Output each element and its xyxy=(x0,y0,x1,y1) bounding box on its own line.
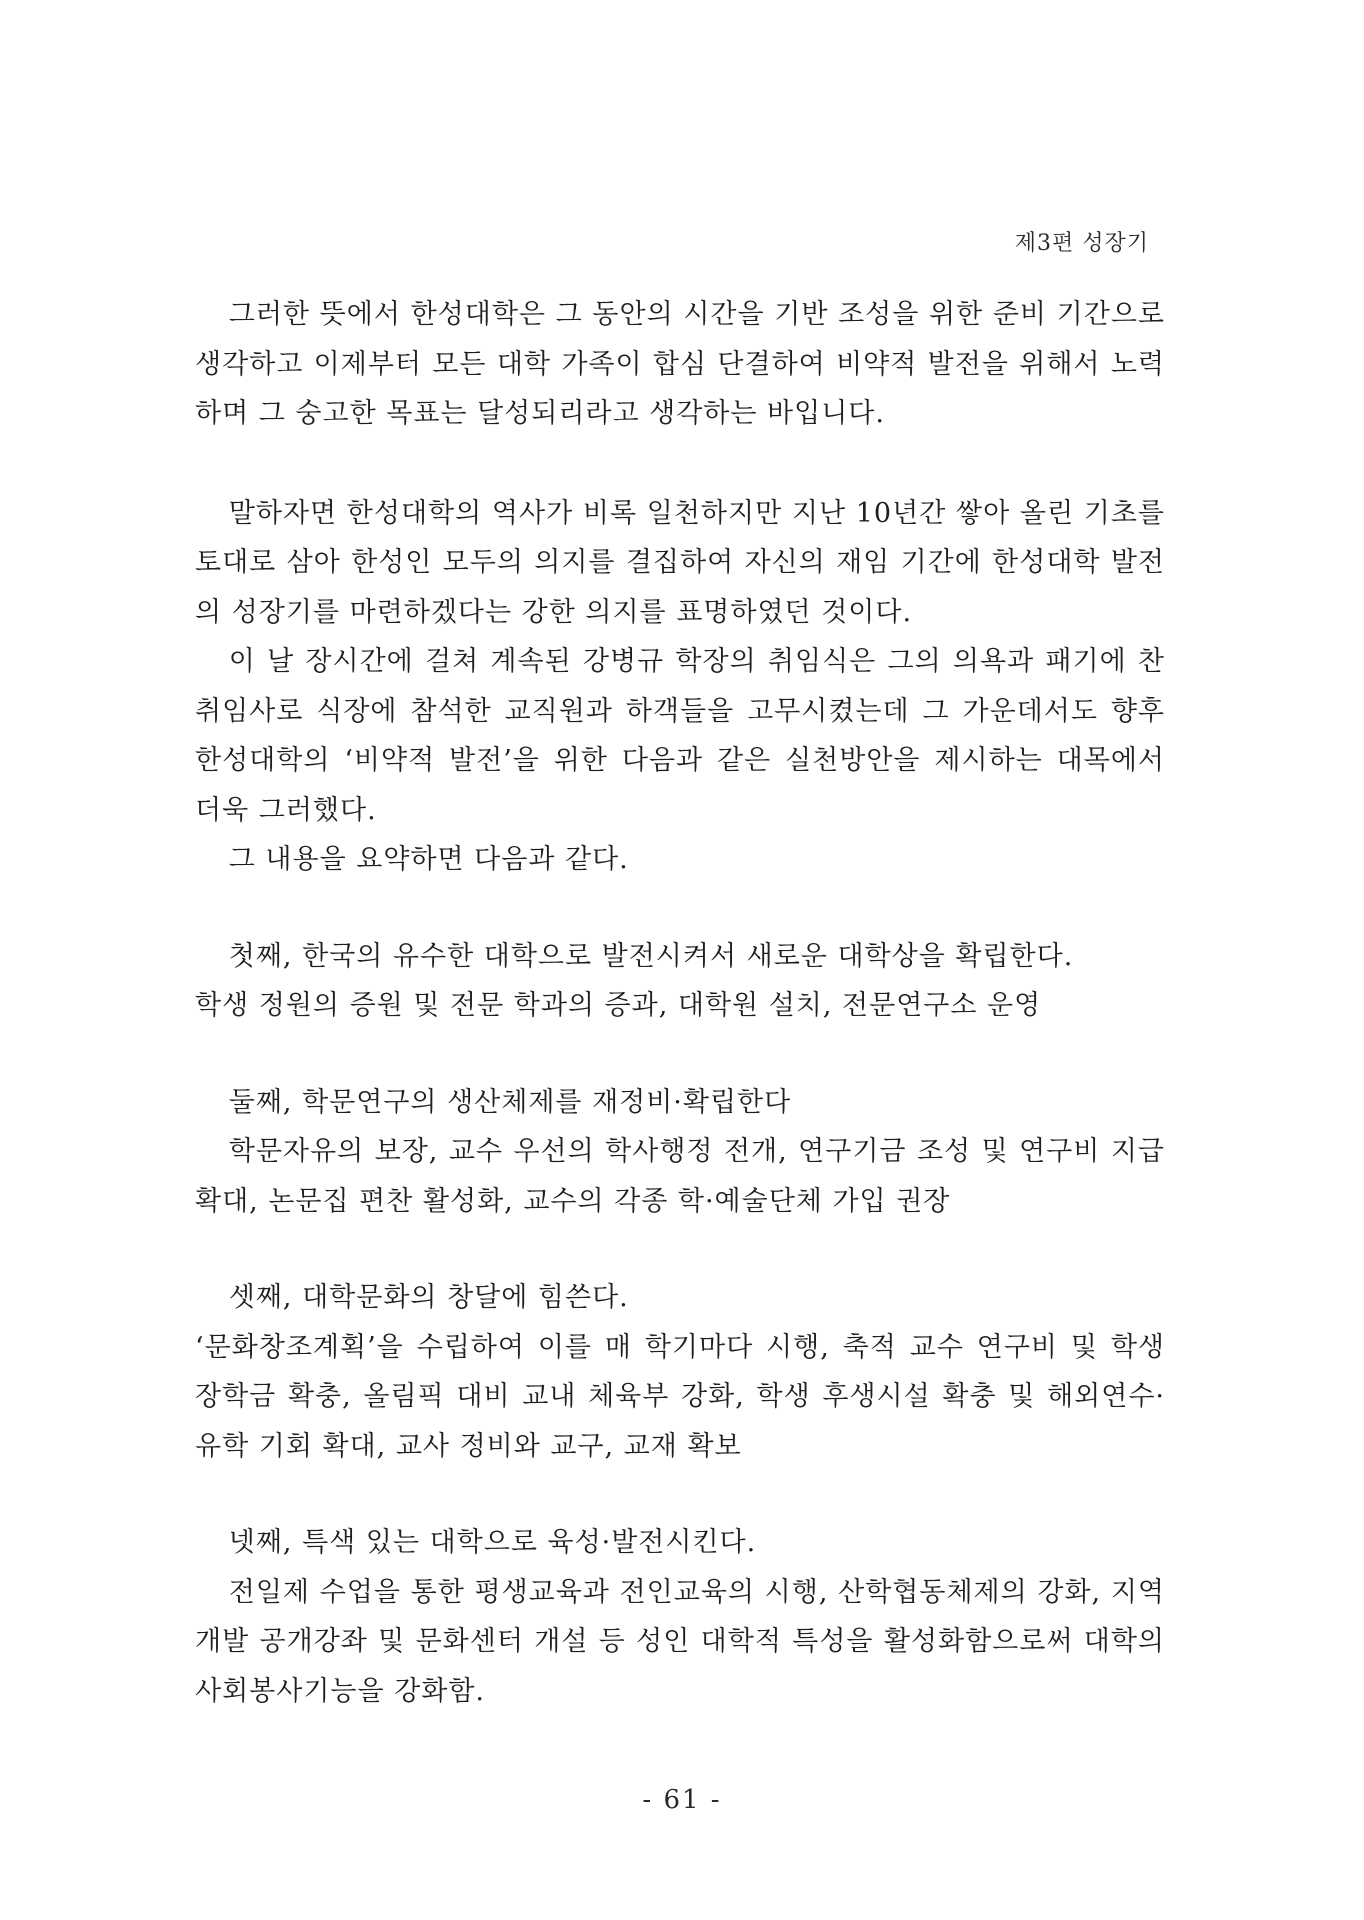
paragraph-summary-lead: 그 내용을 요약하면 다음과 같다. xyxy=(228,844,629,875)
paragraph-gap xyxy=(195,1031,1165,1078)
plan-item-2-heading: 둘째, 학문연구의 생산체제를 재정비·확립한다 xyxy=(228,1086,792,1118)
paragraph-gap xyxy=(195,885,1165,932)
paragraph-gap xyxy=(195,1471,1165,1518)
plan-item-3-heading: 셋째, 대학문화의 창달에 힘쓴다. xyxy=(228,1282,629,1313)
paragraph-gap xyxy=(195,439,1165,489)
plan-item-1-detail: 학생 정원의 증원 및 전문 학과의 증과, 대학원 설치, 전문연구소 운영 xyxy=(195,990,1042,1021)
plan-item-1-heading: 첫째, 한국의 유수한 대학으로 발전시켜서 새로운 대학상을 확립한다. xyxy=(228,940,1074,972)
plan-item-4-heading: 넷째, 특색 있는 대학으로 육성·발전시킨다. xyxy=(228,1527,757,1558)
paragraph-ceremony: 이 날 장시간에 걸쳐 계속된 강병규 학장의 취임식은 그의 의욕과 패기에 찬 취임사로 식장에 참석한 교직원과 하객들을 고무시켰는데 그 가운데서도 향후 한성대학의 ‘비약적 발전’을 위한 다음과 같은 실천방안을 제시하는 대목에서 더욱 그러했다. xyxy=(195,646,1165,826)
plan-item-2-detail: 학문자유의 보장, 교수 우선의 학사행정 전개, 연구기금 조성 및 연구비 지급 확대, 논문집 편찬 활성화, 교수의 각종 학·예술단체 가입 권장 xyxy=(195,1136,1165,1217)
body-text xyxy=(195,290,1165,1716)
plan-item-3-detail: ‘문화창조계획’을 수립하여 이를 매 학기마다 시행, 축적 교수 연구비 및 학생 장학금 확충, 올림픽 대비 교내 체육부 강화, 학생 후생시설 확충 및 해외연수·유학 기회 확대, 교사 정비와 교구, 교재 확보 xyxy=(195,1331,1165,1462)
paragraph-gap xyxy=(195,1226,1165,1273)
plan-item-4-detail: 전일제 수업을 통한 평생교육과 전인교육의 시행, 산학협동체제의 강화, 지역개발 공개강좌 및 문화센터 개설 등 성인 대학적 특성을 활성화함으로써 대학의 사회봉사기능을 강화함. xyxy=(195,1576,1165,1707)
paragraph-intro: 그러한 뜻에서 한성대학은 그 동안의 시간을 기반 조성을 위한 준비 기간으로 생각하고 이제부터 모든 대학 가족이 합심 단결하여 비약적 발전을 위해서 노력하며 그 숭고한 목표는 달성되리라고 생각하는 바입니다. xyxy=(195,299,1165,429)
page-number: - 61 - xyxy=(642,1785,722,1815)
paragraph-will: 말하자면 한성대학의 역사가 비록 일천하지만 지난 10년간 쌓아 올린 기초를 토대로 삼아 한성인 모두의 의지를 결집하여 자신의 재임 기간에 한성대학 발전의 성장기를 마련하겠다는 강한 의지를 표명하였던 것이다. xyxy=(195,497,1165,628)
running-header: 제3편 성장기 xyxy=(1014,231,1149,256)
